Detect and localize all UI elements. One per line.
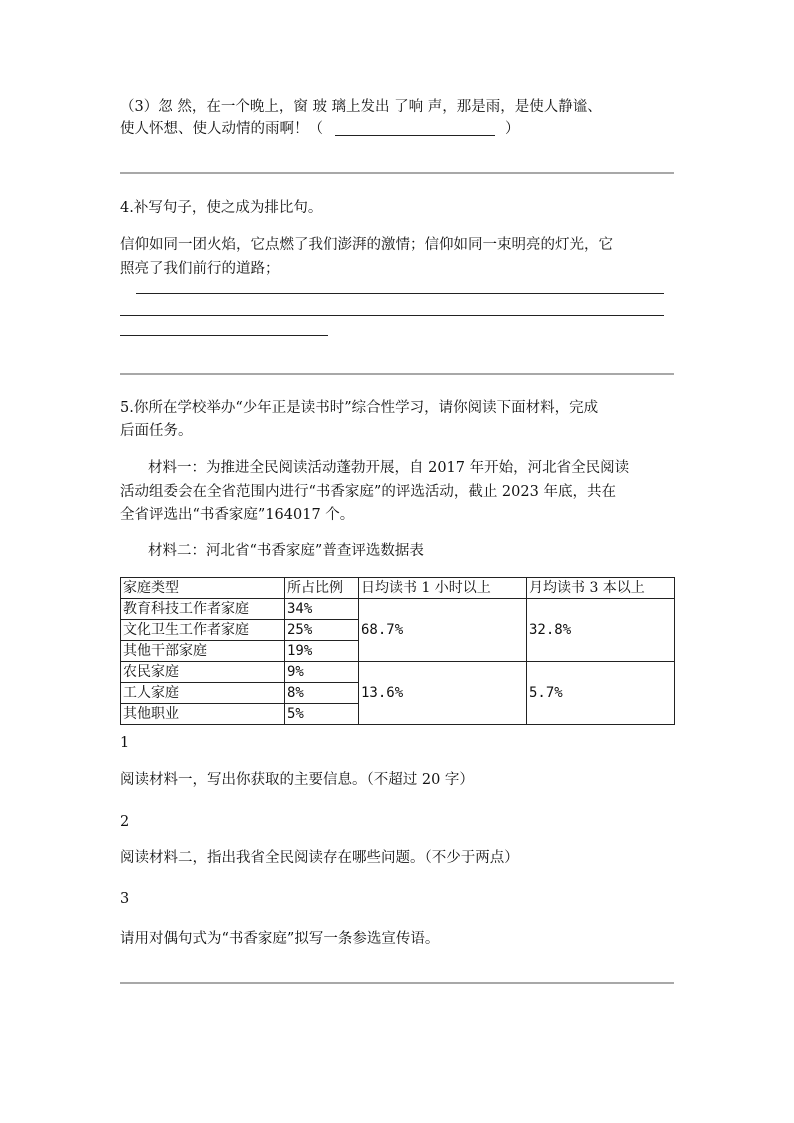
family-type-cell: 工人家庭 xyxy=(121,683,285,704)
task1-number: 1 xyxy=(120,735,130,751)
table-header-cell: 月均读书 3 本以上 xyxy=(527,578,675,599)
material1-line2: 活动组委会在全省范围内进行“书香家庭”的评选活动，截止 2023 年底，共在 xyxy=(120,484,616,500)
daily-reading-cell: 68.7% xyxy=(359,599,527,662)
material2-title: 材料二：河北省“书香家庭”普查评选数据表 xyxy=(148,543,424,559)
q3-answer-blank[interactable] xyxy=(335,119,495,136)
table-header-cell: 家庭类型 xyxy=(121,578,285,599)
table-header-row xyxy=(121,578,675,599)
task2-number: 2 xyxy=(120,814,130,830)
ratio-cell: 8% xyxy=(285,683,359,704)
q5-title-line2: 后面任务。 xyxy=(120,423,193,439)
daily-reading-cell: 13.6% xyxy=(359,662,527,725)
q4-answer-line[interactable] xyxy=(120,335,328,336)
material1-line3: 全省评选出“书香家庭”164017 个。 xyxy=(120,507,355,523)
monthly-reading-cell: 5.7% xyxy=(527,662,675,725)
table-row xyxy=(121,599,675,620)
monthly-reading-cell: 32.8% xyxy=(527,599,675,662)
family-type-cell: 文化卫生工作者家庭 xyxy=(121,620,285,641)
table-row xyxy=(121,662,675,683)
ratio-cell: 19% xyxy=(285,641,359,662)
table-header-cell: 所占比例 xyxy=(285,578,359,599)
q3-line2-text: 使人怀想、使人动情的雨啊！（ xyxy=(120,121,323,137)
task3-text: 请用对偶句式为“书香家庭”拟写一条参选宣传语。 xyxy=(120,931,440,947)
material1-line1: 材料一：为推进全民阅读活动蓬勃开展，自 2017 年开始，河北省全民阅读 xyxy=(148,460,630,476)
ratio-cell: 5% xyxy=(285,704,359,725)
ratio-cell: 25% xyxy=(285,620,359,641)
q3-line1: （3）忽 然，在一个晚上，窗 玻 璃上发出 了响 声，那是雨，是使人静谧、 xyxy=(120,99,602,115)
family-type-cell: 教育科技工作者家庭 xyxy=(121,599,285,620)
ratio-cell: 9% xyxy=(285,662,359,683)
q4-line1: 信仰如同一团火焰，它点燃了我们澎湃的激情；信仰如同一束明亮的灯光，它 xyxy=(120,237,613,253)
divider xyxy=(120,373,674,375)
data-table xyxy=(120,577,675,725)
q3-line2-close: ） xyxy=(505,121,520,137)
family-type-cell: 其他干部家庭 xyxy=(121,641,285,662)
task1-text: 阅读材料一，写出你获取的主要信息。（不超过 20 字） xyxy=(120,772,474,788)
divider xyxy=(120,982,674,984)
q4-title: 4.补写句子，使之成为排比句。 xyxy=(120,200,323,216)
table-header-cell: 日均读书 1 小时以上 xyxy=(359,578,527,599)
q4-answer-line[interactable] xyxy=(136,293,664,294)
family-type-cell: 其他职业 xyxy=(121,704,285,725)
divider xyxy=(120,172,674,174)
q3-line2 xyxy=(120,117,674,141)
family-type-cell: 农民家庭 xyxy=(121,662,285,683)
q4-answer-line[interactable] xyxy=(120,315,664,316)
q4-line2: 照亮了我们前行的道路； xyxy=(120,261,280,277)
ratio-cell: 34% xyxy=(285,599,359,620)
q5-title-line1: 5.你所在学校举办“少年正是读书时”综合性学习，请你阅读下面材料，完成 xyxy=(120,400,599,416)
task2-text: 阅读材料二，指出我省全民阅读存在哪些问题。（不少于两点） xyxy=(120,850,519,866)
task3-number: 3 xyxy=(120,891,130,907)
